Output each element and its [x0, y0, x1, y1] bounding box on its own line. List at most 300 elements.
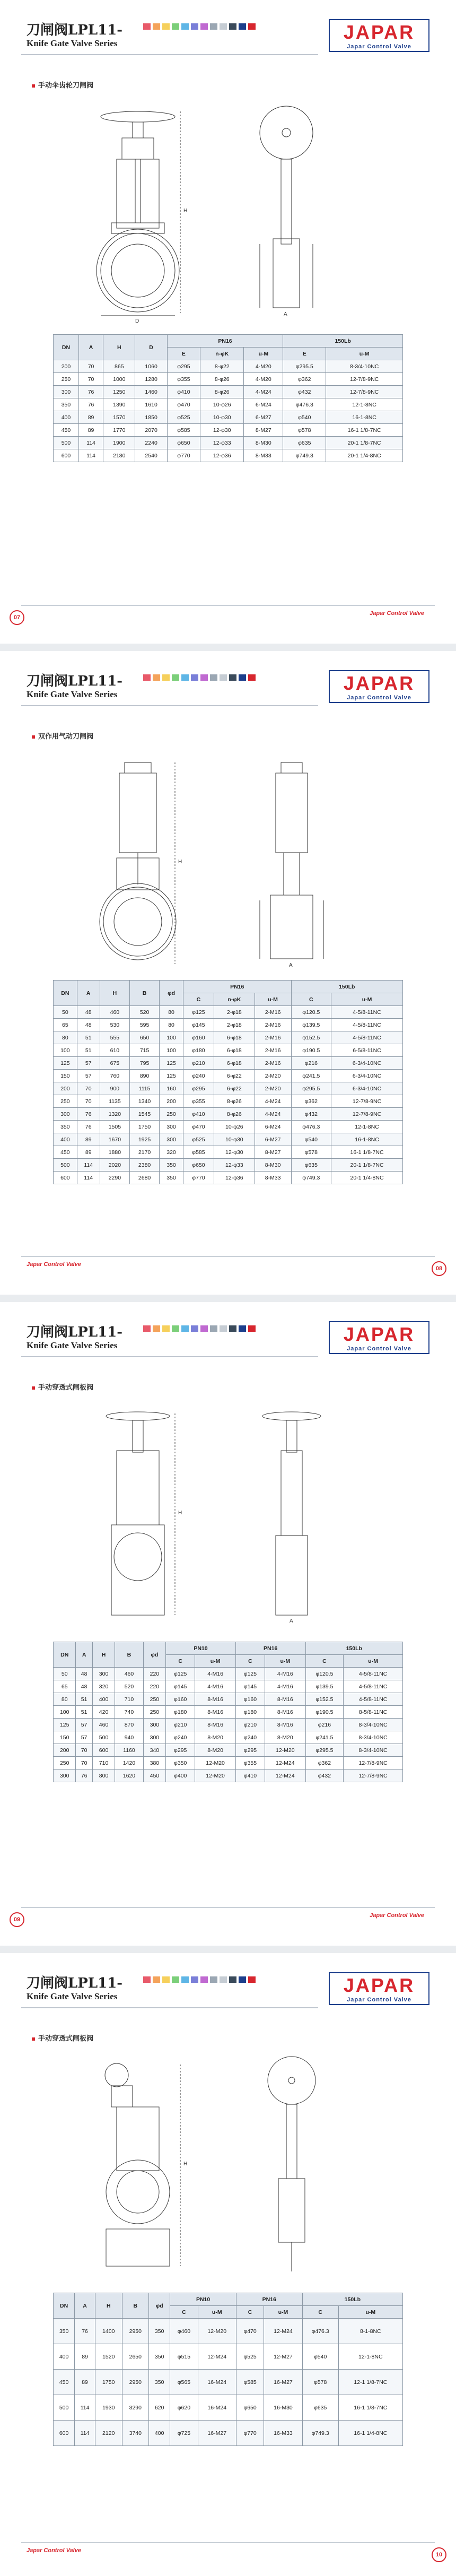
table-cell: 2-M16 — [255, 1031, 291, 1044]
th-dn: DN — [54, 981, 77, 1006]
table-cell: 2540 — [135, 449, 167, 462]
th-c3: C — [302, 2306, 338, 2319]
spec-table — [53, 2293, 403, 2446]
th-dn: DN — [54, 1642, 76, 1668]
th-group-pn10: PN10 — [170, 2293, 236, 2306]
th-nk: n-φK — [214, 993, 255, 1006]
table-cell: 6-φ22 — [214, 1070, 255, 1082]
table-cell: φ770 — [167, 449, 200, 462]
title-en: Knife Gate Valve Series — [27, 689, 118, 699]
page-number: 08 — [432, 1261, 446, 1276]
swatch — [200, 674, 208, 681]
table-cell: 76 — [77, 1121, 100, 1133]
table-cell: 12-M20 — [195, 1757, 235, 1770]
th-d: D — [135, 335, 167, 360]
section-title-text: 手动伞齿轮刀闸阀 — [38, 81, 94, 89]
table-cell: φ295 — [167, 360, 200, 373]
table-cell: 125 — [160, 1070, 183, 1082]
logo-text: JAPAR — [343, 1323, 415, 1345]
table-row — [54, 373, 403, 386]
table-cell: 1750 — [129, 1121, 159, 1133]
table-cell: 12-φ36 — [214, 1172, 255, 1184]
swatch — [172, 23, 179, 30]
th-group-150lb: 150Lb — [305, 1642, 402, 1655]
table-cell: 200 — [54, 1082, 77, 1095]
table-cell: 350 — [160, 1159, 183, 1172]
table-cell: 1520 — [95, 2344, 122, 2370]
table-cell: φ295 — [183, 1082, 214, 1095]
table-cell: 460 — [92, 1719, 115, 1731]
table-cell: 400 — [54, 1133, 77, 1146]
swatch — [210, 674, 217, 681]
section-title — [32, 1382, 93, 1392]
table-cell: 595 — [129, 1019, 159, 1031]
section-title-text: 双作用气动刀闸阀 — [38, 732, 94, 740]
table-cell: 300 — [92, 1668, 115, 1680]
table-cell: 1545 — [129, 1108, 159, 1121]
table-cell: φ635 — [283, 437, 326, 449]
table-cell: φ362 — [283, 373, 326, 386]
table-cell: φ210 — [166, 1719, 195, 1731]
table-row — [54, 1095, 403, 1108]
section-title-text: 手动穿透式闸板阀 — [38, 2034, 94, 2042]
th-d: φd — [160, 981, 183, 1006]
table-cell: φ240 — [166, 1731, 195, 1744]
table-cell: 16-M27 — [264, 2370, 302, 2395]
table-cell: 6-M24 — [255, 1121, 291, 1133]
table-row — [54, 1133, 403, 1146]
table-cell: φ160 — [183, 1031, 214, 1044]
table-cell: 125 — [160, 1057, 183, 1070]
table-body — [54, 1668, 403, 1782]
color-swatches — [143, 23, 256, 30]
table-cell: 8-3/4-10NC — [344, 1719, 403, 1731]
table-cell: 12-M24 — [265, 1757, 305, 1770]
table-cell: φ160 — [166, 1693, 195, 1706]
swatch — [248, 1976, 256, 1983]
table-cell: 890 — [129, 1070, 159, 1082]
table-cell: 1420 — [115, 1757, 143, 1770]
table-cell: 1850 — [135, 411, 167, 424]
table-cell: 16-1 1/8-7NC — [331, 1146, 403, 1159]
table-cell: 8-M16 — [265, 1719, 305, 1731]
th-c: C — [170, 2306, 198, 2319]
table-row — [54, 1693, 403, 1706]
table-cell: φ362 — [305, 1757, 344, 1770]
table-cell: 8-M30 — [244, 437, 283, 449]
swatch — [239, 674, 246, 681]
swatch — [172, 1976, 179, 1983]
swatch — [239, 23, 246, 30]
table-cell: 2170 — [129, 1146, 159, 1159]
table-cell: φ410 — [235, 1770, 265, 1782]
table-row — [54, 1044, 403, 1057]
table-cell: 520 — [129, 1006, 159, 1019]
table-cell: 100 — [160, 1044, 183, 1057]
title-en: Knife Gate Valve Series — [27, 1991, 118, 2001]
table-cell: 65 — [54, 1019, 77, 1031]
table-cell: 1505 — [100, 1121, 129, 1133]
table-row — [54, 449, 403, 462]
table-row — [54, 1082, 403, 1095]
table-cell: 300 — [143, 1719, 165, 1731]
table-cell: 8-M16 — [195, 1719, 235, 1731]
table-cell: φ515 — [170, 2344, 198, 2370]
table-row — [54, 1146, 403, 1159]
table-row — [54, 1172, 403, 1184]
th-um2: u-M — [331, 993, 403, 1006]
table-cell: 12-M20 — [265, 1744, 305, 1757]
th-a: A — [75, 2293, 95, 2319]
section-title — [32, 731, 93, 741]
table-cell: 2020 — [100, 1159, 129, 1172]
table-row — [54, 1757, 403, 1770]
japar-logo — [329, 1972, 429, 2005]
th-h: H — [95, 2293, 122, 2319]
table-cell: 8-φ26 — [214, 1095, 255, 1108]
table-cell: φ585 — [236, 2370, 264, 2395]
table-cell: 300 — [54, 1770, 76, 1782]
table-cell: 450 — [54, 1146, 77, 1159]
th-b: B — [115, 1642, 143, 1668]
table-cell: 12-M24 — [265, 1770, 305, 1782]
swatch — [229, 1976, 236, 1983]
table-cell: φ476.3 — [302, 2319, 338, 2344]
table-cell: 710 — [115, 1693, 143, 1706]
table-cell: φ525 — [236, 2344, 264, 2370]
swatch — [200, 23, 208, 30]
table-cell: 12-1-8NC — [338, 2344, 402, 2370]
swatch — [181, 674, 189, 681]
th-um2: u-M — [326, 348, 403, 360]
color-swatches — [143, 674, 256, 681]
swatch — [162, 674, 170, 681]
swatch — [229, 23, 236, 30]
th-um2: u-M — [265, 1655, 305, 1668]
swatch — [181, 1325, 189, 1332]
table-cell: φ749.3 — [291, 1172, 331, 1184]
table-cell: φ355 — [183, 1095, 214, 1108]
swatch — [191, 23, 198, 30]
th-group-pn16: PN16 — [236, 2293, 302, 2306]
swatch — [172, 1325, 179, 1332]
page-number: 09 — [10, 1912, 24, 1927]
table-row — [54, 1159, 403, 1172]
table-row — [54, 1070, 403, 1082]
title-cn: 刀闸阀LPL11- — [27, 1324, 123, 1340]
table-row — [54, 437, 403, 449]
table-cell: φ476.3 — [291, 1121, 331, 1133]
table-cell: 8-M20 — [265, 1731, 305, 1744]
table-row — [54, 2395, 403, 2421]
table-cell: 48 — [76, 1668, 92, 1680]
table-cell: 12-φ30 — [200, 424, 244, 437]
footer-bar — [21, 1907, 435, 1908]
table-cell: 350 — [160, 1172, 183, 1184]
swatch — [248, 23, 256, 30]
table-cell: φ295.5 — [291, 1082, 331, 1095]
title-cn: 刀闸阀LPL11- — [27, 1975, 123, 1991]
table-cell: 70 — [77, 1095, 100, 1108]
section-title — [32, 2033, 93, 2043]
page-number: 10 — [432, 2547, 446, 2562]
valve-drawing-bevel-gear — [58, 101, 398, 324]
table-cell: 114 — [78, 437, 103, 449]
table-cell: 600 — [54, 2421, 75, 2446]
table-cell: 450 — [54, 424, 79, 437]
table-cell: 160 — [160, 1082, 183, 1095]
table-cell: 2680 — [129, 1172, 159, 1184]
table-cell: φ210 — [235, 1719, 265, 1731]
table-cell: 530 — [100, 1019, 129, 1031]
table-cell: φ749.3 — [283, 449, 326, 462]
table-cell: 70 — [76, 1744, 92, 1757]
th-a: A — [77, 981, 100, 1006]
table-cell: 48 — [77, 1019, 100, 1031]
table-cell: φ240 — [235, 1731, 265, 1744]
table-cell: 350 — [54, 1121, 77, 1133]
table-cell: 400 — [54, 411, 79, 424]
table-cell: 250 — [143, 1693, 165, 1706]
table-cell: 125 — [54, 1719, 76, 1731]
table-cell: 10-φ30 — [214, 1133, 255, 1146]
swatch — [181, 1976, 189, 1983]
table-cell: φ650 — [183, 1159, 214, 1172]
table-cell: 1160 — [115, 1744, 143, 1757]
page-header — [21, 1318, 435, 1360]
logo-text: JAPAR — [343, 1974, 415, 1996]
table-cell: 89 — [75, 2370, 95, 2395]
table-cell: φ620 — [170, 2395, 198, 2421]
valve-drawing-through-conduit — [58, 1403, 398, 1626]
table-cell: 2-M16 — [255, 1019, 291, 1031]
th-um: u-M — [198, 2306, 236, 2319]
page-header — [21, 1969, 435, 2011]
table-cell: φ125 — [235, 1668, 265, 1680]
table-cell: 1250 — [103, 386, 135, 398]
swatch — [143, 1976, 151, 1983]
title-underline — [21, 2007, 318, 2008]
table-cell: φ216 — [305, 1719, 344, 1731]
table-cell: 460 — [115, 1668, 143, 1680]
spec-table — [53, 980, 403, 1184]
table-cell: 51 — [76, 1693, 92, 1706]
table-cell: φ540 — [283, 411, 326, 424]
table-row — [54, 360, 403, 373]
table-cell: 4-M20 — [244, 373, 283, 386]
table-cell: 740 — [115, 1706, 143, 1719]
swatch — [220, 674, 227, 681]
swatch — [229, 674, 236, 681]
table-cell: 1880 — [100, 1146, 129, 1159]
table-cell: φ578 — [302, 2370, 338, 2395]
table-row — [54, 1121, 403, 1133]
table-cell: 114 — [75, 2421, 95, 2446]
table-cell: 715 — [129, 1044, 159, 1057]
th-b: B — [129, 981, 159, 1006]
table-cell: 4-M20 — [244, 360, 283, 373]
svg-text:A: A — [284, 311, 287, 317]
table-cell: 8-5/8-11NC — [344, 1706, 403, 1719]
swatch — [220, 1325, 227, 1332]
table-cell: 8-3/4-10NC — [344, 1731, 403, 1744]
table-cell: 320 — [92, 1680, 115, 1693]
table-cell: φ470 — [236, 2319, 264, 2344]
table-cell: 12-7/8-9NC — [331, 1095, 403, 1108]
valve-drawing-pneumatic — [58, 752, 398, 975]
table-cell: 114 — [75, 2395, 95, 2421]
logo-subtext: Japar Control Valve — [347, 44, 411, 50]
table-cell: 400 — [149, 2421, 170, 2446]
table-cell: 350 — [149, 2319, 170, 2344]
svg-text:A: A — [290, 1618, 293, 1624]
table-cell: 1750 — [95, 2370, 122, 2395]
table-cell: 125 — [54, 1057, 77, 1070]
table-cell: 114 — [77, 1172, 100, 1184]
table-cell: 12-1-8NC — [326, 398, 403, 411]
table-cell: 8-M16 — [195, 1706, 235, 1719]
svg-text:H: H — [178, 859, 182, 865]
swatch — [162, 1976, 170, 1983]
swatch — [210, 23, 217, 30]
table-cell: φ216 — [291, 1057, 331, 1070]
table-cell: 150 — [54, 1731, 76, 1744]
table-row — [54, 398, 403, 411]
table-cell: φ476.3 — [283, 398, 326, 411]
th-h: H — [100, 981, 129, 1006]
table-cell: 6-φ18 — [214, 1031, 255, 1044]
table-cell: 250 — [54, 1095, 77, 1108]
swatch — [153, 1976, 160, 1983]
table-cell: φ565 — [170, 2370, 198, 2395]
table-cell: 4-M24 — [244, 386, 283, 398]
table-cell: 8-3/4-10NC — [326, 360, 403, 373]
table-cell: 1670 — [100, 1133, 129, 1146]
th-b: B — [122, 2293, 149, 2319]
logo-subtext: Japar Control Valve — [347, 1997, 411, 2003]
th-group-150lb: 150Lb — [291, 981, 402, 993]
svg-text:H: H — [183, 2161, 188, 2167]
title-underline — [21, 54, 318, 55]
table-cell: 250 — [54, 1757, 76, 1770]
table-cell: 200 — [54, 360, 79, 373]
table-cell: 12-M20 — [198, 2319, 236, 2344]
table-cell: φ749.3 — [302, 2421, 338, 2446]
table-cell: 16-1-8NC — [326, 411, 403, 424]
swatch — [210, 1325, 217, 1332]
table-cell: φ120.5 — [305, 1668, 344, 1680]
footer-bar — [21, 2542, 435, 2543]
table-cell: 80 — [54, 1693, 76, 1706]
table-cell: 89 — [75, 2344, 95, 2370]
table-cell: 4-5/8-11NC — [344, 1680, 403, 1693]
table-cell: 2290 — [100, 1172, 129, 1184]
svg-text:H: H — [178, 1510, 182, 1516]
table-cell: 4-5/8-11NC — [331, 1019, 403, 1031]
swatch — [143, 674, 151, 681]
table-cell: 48 — [77, 1006, 100, 1019]
table-cell: 12-φ33 — [200, 437, 244, 449]
japar-logo — [329, 670, 429, 703]
table-cell: 8-M20 — [195, 1731, 235, 1744]
table-cell: 3290 — [122, 2395, 149, 2421]
table-cell: φ362 — [291, 1095, 331, 1108]
table-cell: 76 — [78, 386, 103, 398]
table-cell: 100 — [160, 1031, 183, 1044]
table-cell: 20-1 1/8-7NC — [331, 1159, 403, 1172]
th-group-150lb: 150Lb — [283, 335, 403, 348]
table-cell: φ190.5 — [291, 1044, 331, 1057]
table-row — [54, 1006, 403, 1019]
table-cell: 1900 — [103, 437, 135, 449]
table-cell: 250 — [54, 373, 79, 386]
table-cell: 8-φ26 — [200, 373, 244, 386]
table-cell: 800 — [92, 1770, 115, 1782]
logo-text: JAPAR — [343, 21, 415, 43]
th-group-pn16: PN16 — [183, 981, 291, 993]
table-cell: 350 — [54, 2319, 75, 2344]
table-cell: 500 — [92, 1731, 115, 1744]
table-cell: 16-M27 — [198, 2421, 236, 2446]
table-cell: φ578 — [283, 424, 326, 437]
table-cell: 6-φ22 — [214, 1082, 255, 1095]
table-cell: 8-M16 — [265, 1706, 305, 1719]
swatch — [210, 1976, 217, 1983]
table-cell: 89 — [77, 1133, 100, 1146]
table-body — [54, 2319, 403, 2446]
section-title — [32, 80, 93, 90]
table-cell: 350 — [149, 2344, 170, 2370]
table-cell: 220 — [143, 1668, 165, 1680]
table-cell: φ400 — [166, 1770, 195, 1782]
logo-text: JAPAR — [343, 672, 415, 694]
table-cell: 12-1-8NC — [331, 1121, 403, 1133]
table-cell: 1390 — [103, 398, 135, 411]
table-cell: 1770 — [103, 424, 135, 437]
table-cell: 900 — [100, 1082, 129, 1095]
table-cell: 2070 — [135, 424, 167, 437]
footer-bar — [21, 605, 435, 606]
table-cell: 500 — [54, 437, 79, 449]
table-cell: 4-5/8-11NC — [344, 1668, 403, 1680]
table-cell: 1060 — [135, 360, 167, 373]
table-cell: 3740 — [122, 2421, 149, 2446]
title-underline — [21, 1356, 318, 1357]
th-group-150lb: 150Lb — [302, 2293, 402, 2306]
table-cell: 20-1 1/4-8NC — [326, 449, 403, 462]
table-cell: 450 — [54, 2370, 75, 2395]
page-number: 07 — [10, 610, 24, 625]
table-body — [54, 360, 403, 462]
table-cell: φ139.5 — [305, 1680, 344, 1693]
table-cell: φ770 — [236, 2421, 264, 2446]
table-cell: 76 — [76, 1770, 92, 1782]
table-cell: φ139.5 — [291, 1019, 331, 1031]
table-cell: 4-5/8-11NC — [331, 1006, 403, 1019]
table-row — [54, 1057, 403, 1070]
swatch — [191, 1325, 198, 1332]
table-cell: 70 — [78, 360, 103, 373]
table-cell: φ525 — [167, 411, 200, 424]
table-cell: 2-φ18 — [214, 1019, 255, 1031]
table-cell: 4-M16 — [195, 1680, 235, 1693]
valve-drawing-through-conduit-large — [58, 2054, 398, 2277]
swatch — [229, 1325, 236, 1332]
table-cell: 2650 — [122, 2344, 149, 2370]
svg-text:D: D — [135, 318, 139, 324]
table-cell: 16-M24 — [198, 2395, 236, 2421]
table-cell: 50 — [54, 1668, 76, 1680]
